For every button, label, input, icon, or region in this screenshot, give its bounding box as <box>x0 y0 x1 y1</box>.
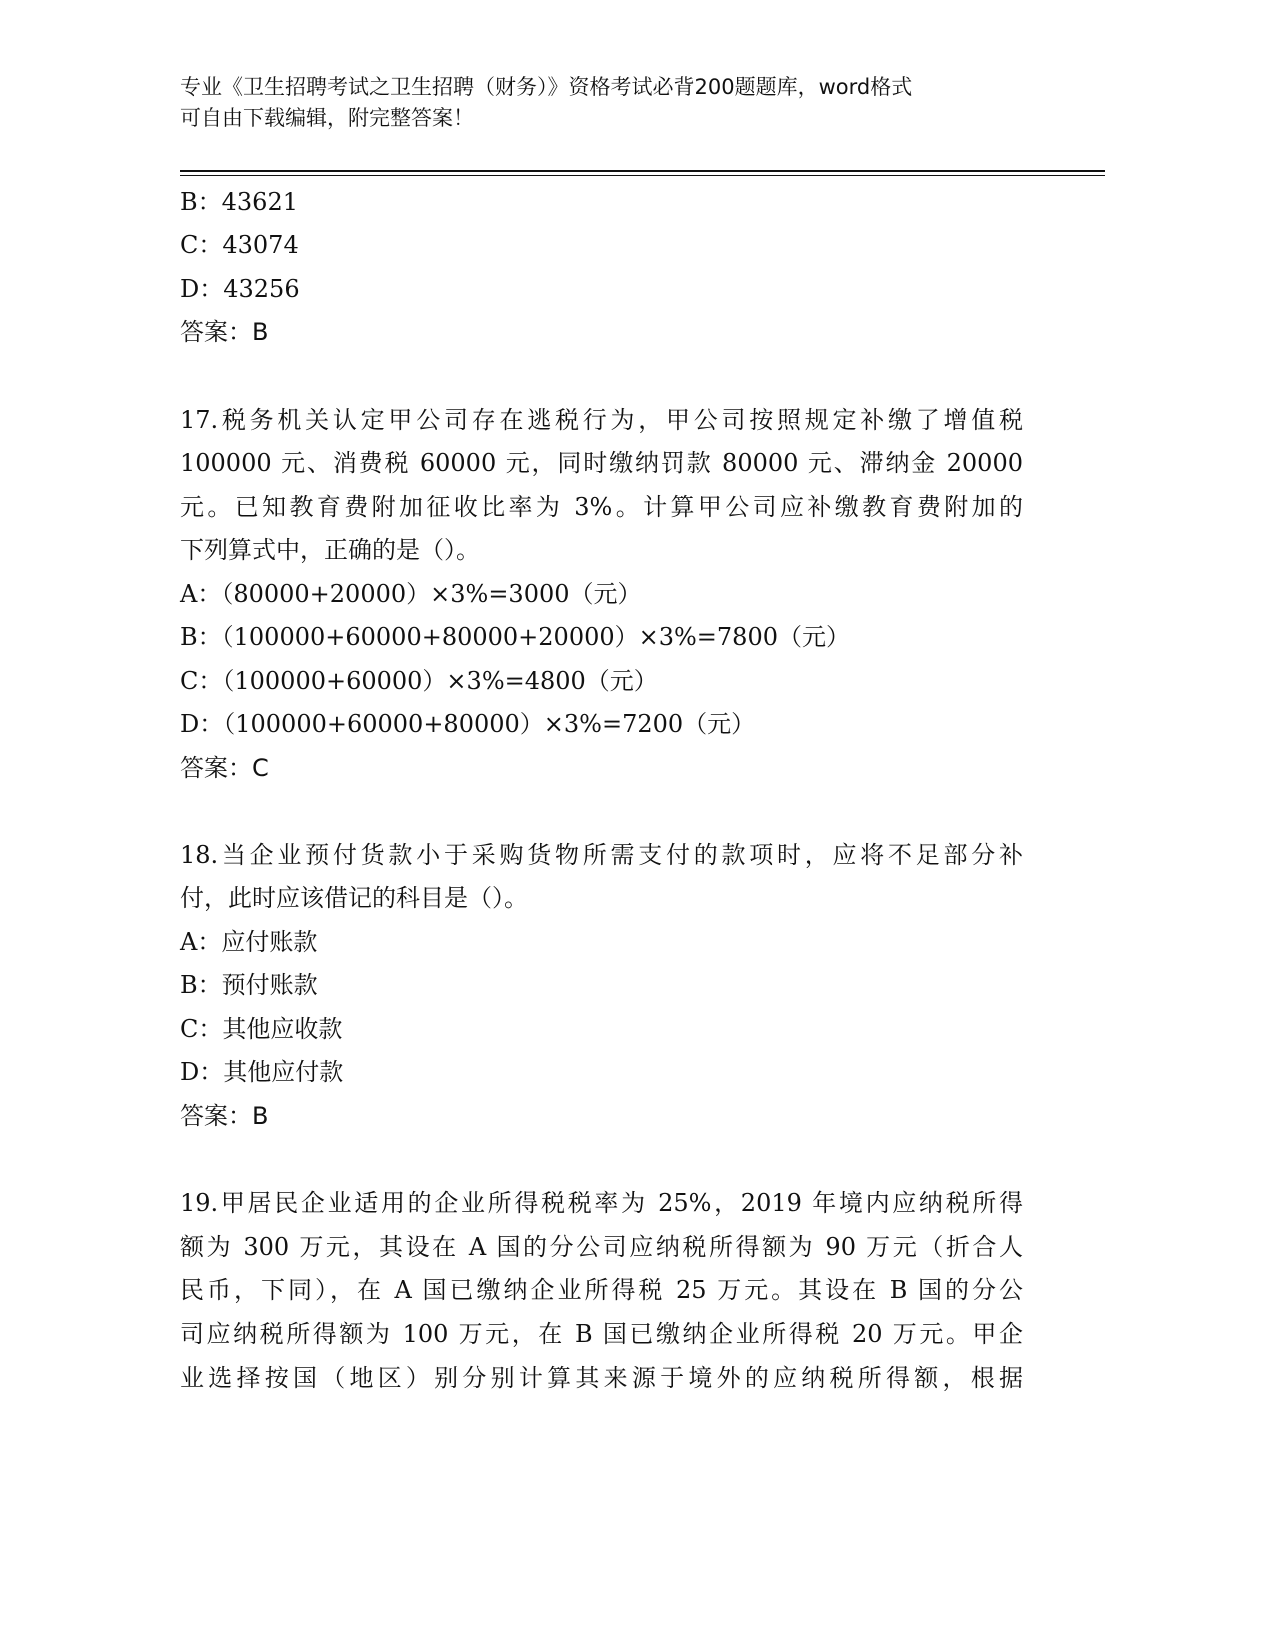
question-17-text: 17.税务机关认定甲公司存在逃税行为，甲公司按照规定补缴了增值税 <box>180 406 1023 434</box>
option-c: C：其他应收款 <box>180 1015 343 1043</box>
question-19-text: 业选择按国（地区）别分别计算其来源于境外的应纳税所得额，根据 <box>180 1364 1023 1392</box>
question-17-text: 元。已知教育费附加征收比率为 3%。计算甲公司应补缴教育费附加的 <box>180 493 1023 521</box>
answer: 答案：C <box>180 754 269 782</box>
question-19-text: 司应纳税所得额为 100 万元，在 B 国已缴纳企业所得税 20 万元。甲企 <box>180 1320 1023 1348</box>
option-c: C：（100000+60000）×3%=4800（元） <box>180 667 658 695</box>
header-divider <box>180 170 1105 172</box>
question-17-text: 100000 元、消费税 60000 元，同时缴纳罚款 80000 元、滞纳金 20000 <box>180 449 1023 477</box>
document-header-line-2: 可自由下载编辑，附完整答案！ <box>180 106 474 130</box>
option-b: B：（100000+60000+80000+20000）×3%=7800（元） <box>180 623 850 651</box>
option-c: C：43074 <box>180 231 299 259</box>
option-d: D：（100000+60000+80000）×3%=7200（元） <box>180 710 756 738</box>
question-19-text: 19.甲居民企业适用的企业所得税税率为 25%，2019 年境内应纳税所得 <box>180 1189 1023 1217</box>
answer: 答案：B <box>180 1102 269 1130</box>
option-d: D：43256 <box>180 275 300 303</box>
question-17-text: 下列算式中，正确的是（）。 <box>180 536 480 564</box>
header-divider-thin <box>180 175 1105 176</box>
document-header-line-1: 专业《卫生招聘考试之卫生招聘（财务）》资格考试必背200题题库，word格式 <box>180 75 913 99</box>
question-19-text: 额为 300 万元，其设在 A 国的分公司应纳税所得额为 90 万元（折合人 <box>180 1233 1023 1261</box>
question-18-text: 付，此时应该借记的科目是（）。 <box>180 884 528 912</box>
answer: 答案：B <box>180 318 269 346</box>
option-b: B：43621 <box>180 188 298 216</box>
question-19-text: 民币，下同），在 A 国已缴纳企业所得税 25 万元。其设在 B 国的分公 <box>180 1276 1023 1304</box>
option-b: B：预付账款 <box>180 971 318 999</box>
option-a: A：应付账款 <box>180 928 318 956</box>
question-18-text: 18.当企业预付货款小于采购货物所需支付的款项时，应将不足部分补 <box>180 841 1023 869</box>
option-a: A：（80000+20000）×3%=3000（元） <box>180 580 642 608</box>
option-d: D：其他应付款 <box>180 1058 344 1086</box>
